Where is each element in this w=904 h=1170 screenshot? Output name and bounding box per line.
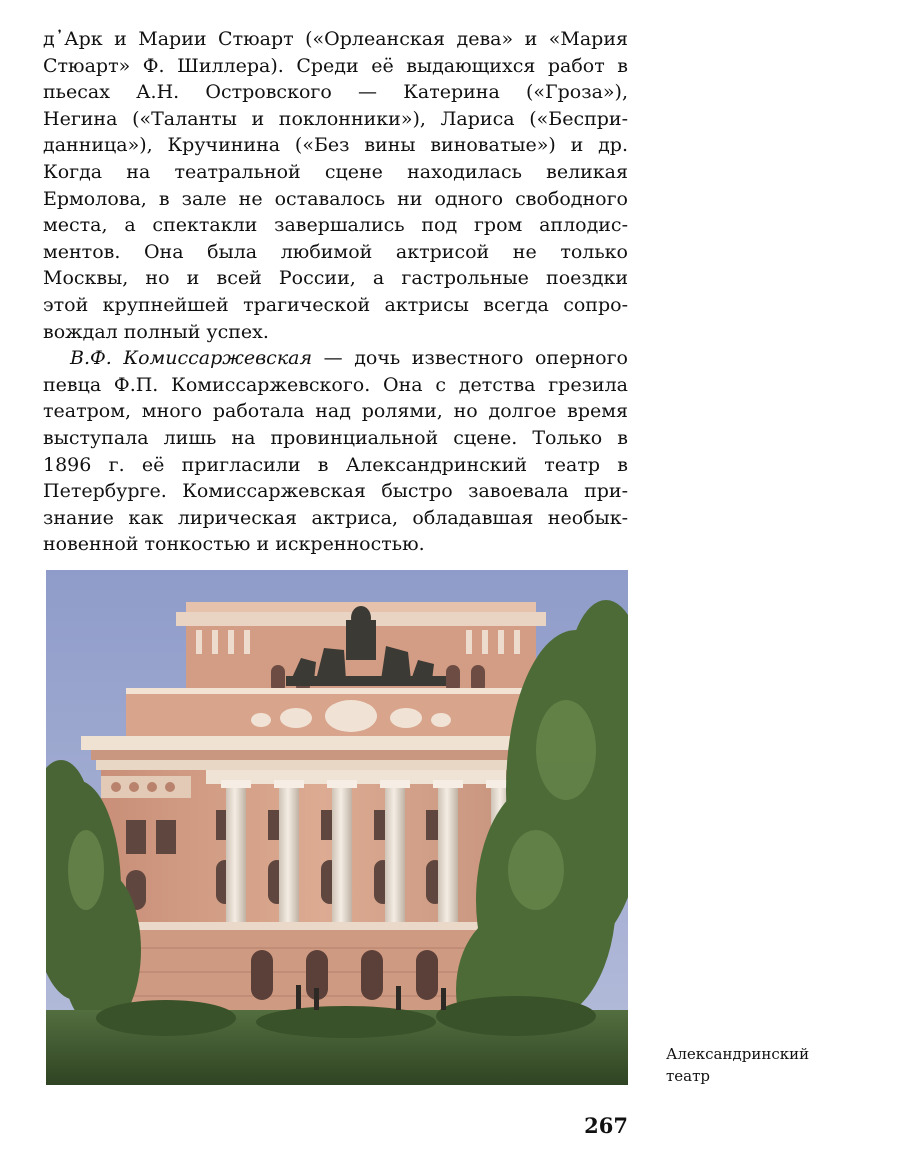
text-line: 1896 г. её пригласили в Александринский театр в xyxy=(43,453,628,476)
paragraph-2 xyxy=(43,345,628,558)
text-line: места, а спектакли завершались под гром аплодис- xyxy=(43,214,628,237)
text-line xyxy=(43,345,628,372)
text-line: выступала лишь на провинциальной сцене. Только в xyxy=(43,426,628,449)
caption-line: театр xyxy=(666,1067,711,1085)
text-line: этой крупнейшей трагической актрисы всегда сопро- xyxy=(43,293,628,316)
text-line: Негина («Таланты и поклонники»), Лариса («Беспри- xyxy=(43,107,628,130)
theatre-illustration xyxy=(46,570,628,1085)
body-text xyxy=(43,26,628,558)
cornice xyxy=(81,736,561,750)
text-line: певца Ф.П. Комиссаржевского. Она с детства грезила xyxy=(43,373,628,396)
text-line: ментов. Она была любимой актрисой не только xyxy=(43,240,628,263)
text-line: новенной тонкостью и искренностью. xyxy=(43,533,425,556)
photo-caption xyxy=(666,1043,866,1087)
text-line: Москвы, но и всей России, а гастрольные поездки xyxy=(43,267,628,290)
text-line: данница»), Кручинина («Без вины виноватые») и др. xyxy=(43,134,628,157)
caption-line: Александринский xyxy=(666,1045,810,1063)
text-line: д᾿Арк и Марии Стюарт («Орлеанская дева» и «Мария xyxy=(43,28,628,50)
person-name: В.Ф. Комиссаржевская xyxy=(70,347,313,370)
text-line: пьесах А.Н. Островского — Катерина («Гроза»), xyxy=(43,81,628,104)
text-fragment: — дочь известного оперного xyxy=(312,347,628,370)
paragraph-1 xyxy=(43,26,628,345)
text-line: вождал полный успех. xyxy=(43,320,269,343)
page-number: 267 xyxy=(584,1113,628,1138)
text-line: Ермолова, в зале не оставалось ни одного свободного xyxy=(43,187,628,210)
text-line: театром, много работала над ролями, но долгое время xyxy=(43,400,628,423)
text-line: Петербурге. Комиссаржевская быстро завоевала при- xyxy=(43,480,628,503)
text-line: Когда на театральной сцене находилась великая xyxy=(43,160,628,183)
theatre-photo xyxy=(46,570,628,1085)
text-line: знание как лирическая актриса, обладавшая необык- xyxy=(43,506,628,529)
text-line: Стюарт» Ф. Шиллера). Среди её выдающихся работ в xyxy=(43,54,628,77)
